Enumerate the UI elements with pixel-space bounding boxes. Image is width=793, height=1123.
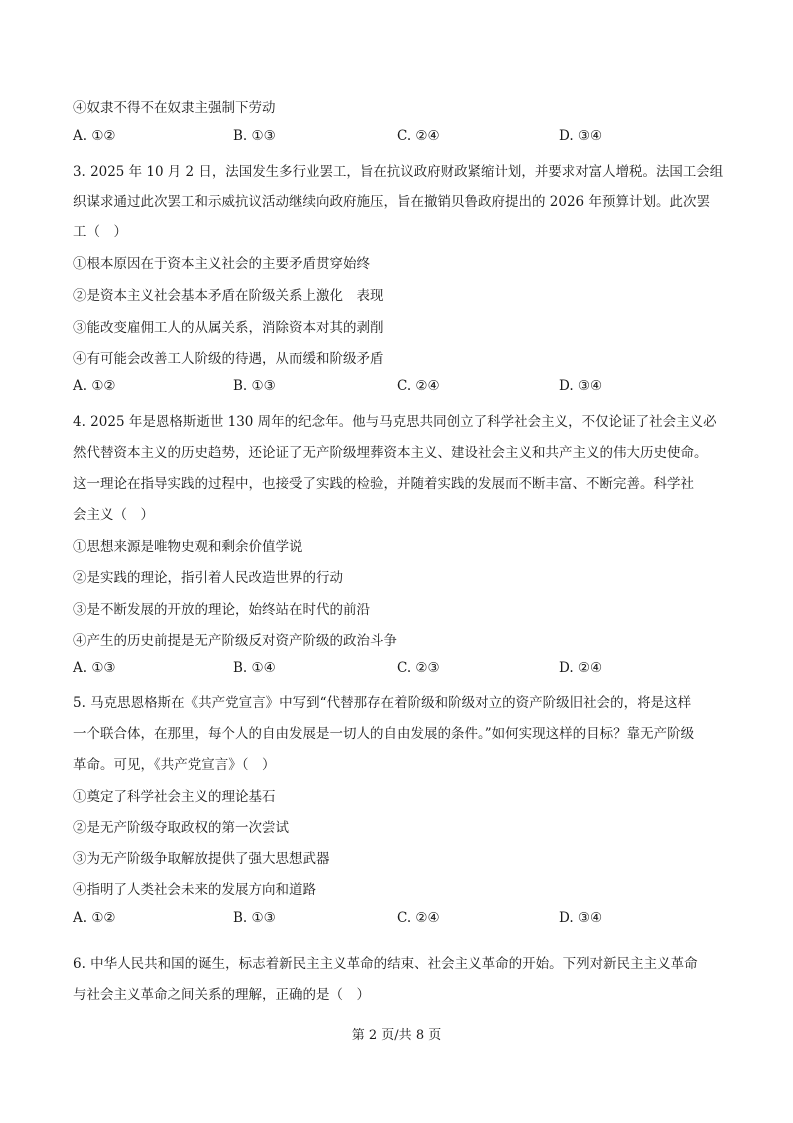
q4-item-2: ②是实践的理论，指引着人民改造世界的行动	[73, 570, 343, 586]
q3-option-c: C. ②④	[397, 378, 440, 394]
q4-stem-line-4: 会主义（ ）	[73, 507, 154, 523]
q3-option-a: A. ①②	[73, 378, 116, 394]
q4-stem-line-3: 这一理论在指导实践的过程中，也接受了实践的检验，并随着实践的发展而不断丰富、不断完善。科学社	[73, 476, 694, 492]
q5-item-4: ④指明了人类社会未来的发展方向和道路	[73, 882, 316, 898]
q4-item-1: ①思想来源是唯物史观和剩余价值学说	[73, 539, 303, 555]
q2-options	[73, 128, 753, 148]
page-number-footer: 第 2 页/共 8 页	[351, 1028, 442, 1043]
q4-stem-line-1: 4. 2025 年是恩格斯逝世 130 周年的纪念年。他与马克思共同创立了科学社会主义，不仅论证了社会主义必	[73, 414, 717, 430]
q5-option-a: A. ①②	[73, 910, 116, 926]
q3-item-3: ③能改变雇佣工人的从属关系，消除资本对其的剥削	[73, 320, 384, 336]
q3-option-d: D. ③④	[559, 378, 603, 394]
q3-item-2: ②是资本主义社会基本矛盾在阶级关系上激化 表现	[73, 288, 384, 304]
q5-stem-line-3: 革命。可见，《共产党宣言》（ ）	[73, 757, 276, 773]
q2-option-d: D. ③④	[559, 128, 603, 144]
q6-stem-line-1: 6. 中华人民共和国的诞生，标志着新民主主义革命的结束、社会主义革命的开始。下列对新民主主义革命	[73, 956, 698, 972]
q3-stem-line-3: 工（ ）	[73, 224, 127, 240]
q4-item-3: ③是不断发展的开放的理论，始终站在时代的前沿	[73, 602, 370, 618]
q4-options	[73, 660, 753, 680]
q2-item-4: ④奴隶不得不在奴隶主强制下劳动	[73, 100, 276, 116]
q2-option-a: A. ①②	[73, 128, 116, 144]
q5-stem-line-1: 5. 马克思恩格斯在《共产党宣言》中写到“代替那存在着阶级和阶级对立的资产阶级旧社会的，将是这样	[73, 695, 692, 711]
q5-item-3: ③为无产阶级争取解放提供了强大思想武器	[73, 851, 330, 867]
q2-option-c: C. ②④	[397, 128, 440, 144]
q5-stem-line-2: 一个联合体，在那里，每个人的自由发展是一切人的自由发展的条件。”如何实现这样的目标？靠无产阶级	[73, 726, 695, 742]
q6-stem-line-2: 与社会主义革命之间关系的理解，正确的是（ ）	[73, 987, 370, 1003]
q3-option-b: B. ①③	[233, 378, 276, 394]
q4-stem-line-2: 然代替资本主义的历史趋势，还论证了无产阶级埋葬资本主义、建设社会主义和共产主义的伟大历史使命。	[73, 445, 708, 461]
q4-option-d: D. ②④	[559, 660, 603, 676]
q5-option-b: B. ①③	[233, 910, 276, 926]
q3-options	[73, 378, 753, 398]
q4-option-c: C. ②③	[397, 660, 440, 676]
q3-stem-line-2: 织谋求通过此次罢工和示威抗议活动继续向政府施压，旨在撤销贝鲁政府提出的 2026 年预算计划。此次罢	[73, 194, 710, 210]
q4-item-4: ④产生的历史前提是无产阶级反对资产阶级的政治斗争	[73, 633, 397, 649]
q4-option-b: B. ①④	[233, 660, 276, 676]
q2-option-b: B. ①③	[233, 128, 276, 144]
q4-option-a: A. ①③	[73, 660, 116, 676]
q5-option-c: C. ②④	[397, 910, 440, 926]
q5-option-d: D. ③④	[559, 910, 603, 926]
q3-stem-line-1: 3. 2025 年 10 月 2 日，法国发生多行业罢工，旨在抗议政府财政紧缩计划，并要求对富人增税。法国工会组	[73, 164, 724, 180]
q3-item-4: ④有可能会改善工人阶级的待遇，从而缓和阶级矛盾	[73, 351, 384, 367]
q5-item-1: ①奠定了科学社会主义的理论基石	[73, 789, 276, 805]
q5-options	[73, 910, 753, 930]
q5-item-2: ②是无产阶级夺取政权的第一次尝试	[73, 820, 289, 836]
q3-item-1: ①根本原因在于资本主义社会的主要矛盾贯穿始终	[73, 256, 370, 272]
